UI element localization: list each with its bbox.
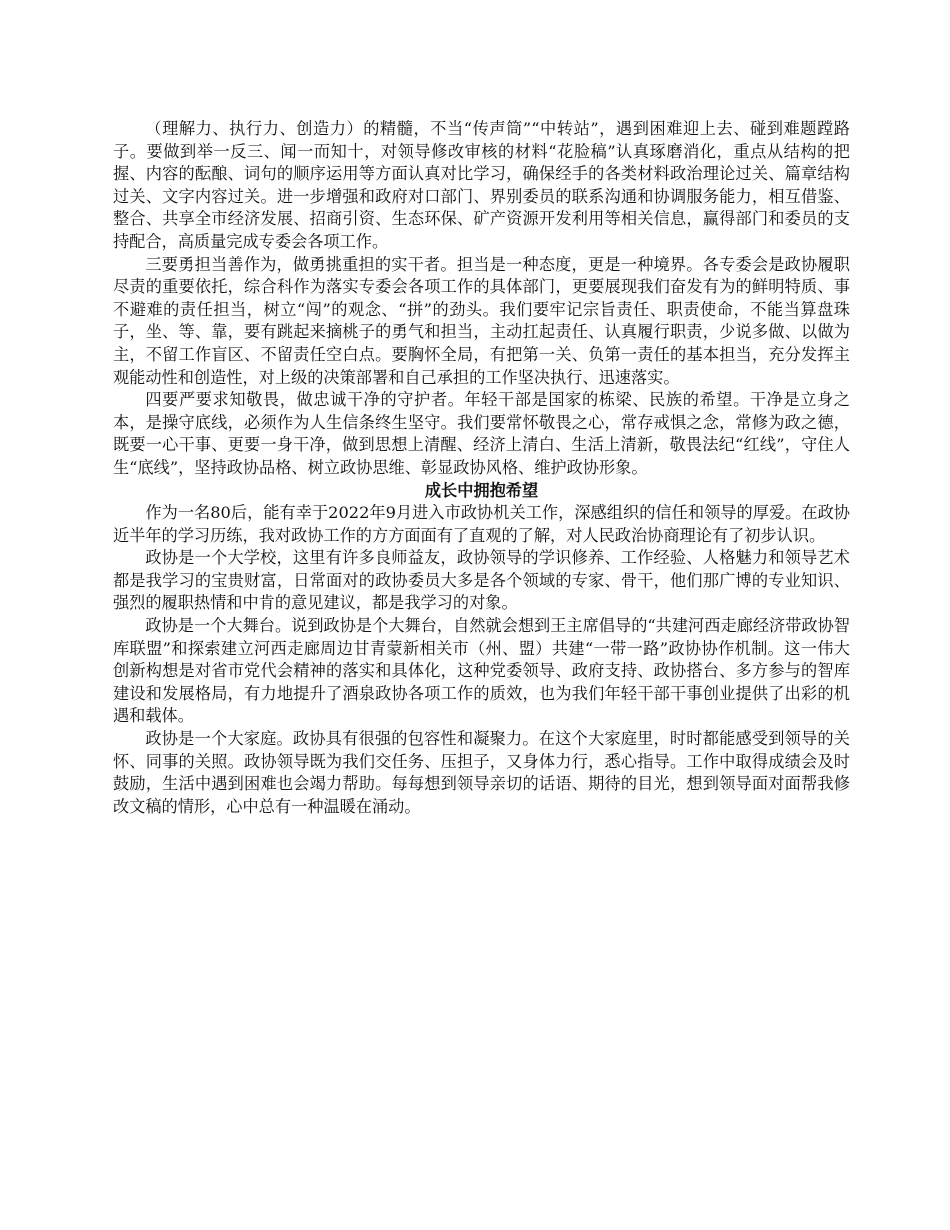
section-heading: 成长中拥抱希望 — [424, 480, 539, 500]
paragraph-third-requirement: 三要勇担当善作为，做勇挑重担的实干者。担当是一种态度，更是一种境界。各专委会是政协履职尽责的重要依托，综合科作为落实专委会各项工作的具体部门，更要展现我们奋发有为的鲜明特质、事不避难的责任担当，树立“闯”的观念、“拼”的劲头。我们要牢记宗旨责任、职责使命，不能当算盘珠子，坐、等、靠，要有跳起来摘桃子的勇气和担当，主动扛起责任、认真履行职责，少说多做、以做为主，不留工作盲区、不留责任空白点。要胸怀全局，有把第一关、负第一责任的基本担当，充分发挥主观能动性和创造性，对上级的决策部署和自己承担的工作坚决执行、迅速落实。 — [113, 254, 850, 387]
paragraph-big-school: 政协是一个大学校，这里有许多良师益友，政协领导的学识修养、工作经验、人格魅力和领导艺术都是我学习的宝贵财富，日常面对的政协委员大多是各个领域的专家、骨干，他们那广博的专业知识、强烈的履职热情和中肯的意见建议，都是我学习的对象。 — [113, 548, 850, 613]
paragraph-fourth-requirement: 四要严要求知敬畏，做忠诚干净的守护者。年轻干部是国家的栋梁、民族的希望。干净是立身之本，是操守底线，必须作为人生信条终生坚守。我们要常怀敬畏之心，常存戒惧之念，常修为政之德，既要一心干事、更要一身干净，做到思想上清醒、经济上清白、生活上清新，敬畏法纪“红线”，守住人生“底线”，坚持政协品格、树立政协思维、彰显政协风格、维护政协形象。 — [113, 390, 850, 477]
paragraph-intro: 作为一名80后，能有幸于2022年9月进入市政协机关工作，深感组织的信任和领导的厚爱。在政协近半年的学习历练，我对政协工作的方方面面有了直观的了解，对人民政治协商理论有了初步认识。 — [113, 503, 850, 545]
paragraph-big-family: 政协是一个大家庭。政协具有很强的包容性和凝聚力。在这个大家庭里，时时都能感受到领导的关怀、同事的关照。政协领导既为我们交任务、压担子，又身体力行，悉心指导。工作中取得成绩会及时鼓励，生活中遇到困难也会竭力帮助。每每想到领导亲切的话语、期待的目光，想到领导面对面帮我修改文稿的情形，心中总有一种温暖在涌动。 — [113, 729, 850, 816]
paragraph-continuation: （理解力、执行力、创造力）的精髓，不当“传声筒”“中转站”，遇到困难迎上去、碰到难题蹚路子。要做到举一反三、闻一而知十，对领导修改审核的材料“花脸稿”认真琢磨消化，重点从结构的把握、内容的酝酿、词句的顺序运用等方面认真对比学习，确保经手的各类材料政治理论过关、篇章结构过关、文字内容过关。进一步增强和政府对口部门、界别委员的联系沟通和协调服务能力，相互借鉴、整合、共享全市经济发展、招商引资、生态环保、矿产资源开发利用等相关信息，赢得部门和委员的支持配合，高质量完成专委会各项工作。 — [113, 119, 850, 251]
document-page — [113, 118, 850, 818]
paragraph-big-stage: 政协是一个大舞台。说到政协是个大舞台，自然就会想到王主席倡导的“共建河西走廊经济带政协智库联盟”和探索建立河西走廊周边甘青蒙新相关市（州、盟）共建“一带一路”政协协作机制。这一伟大创新构想是对省市党代会精神的落实和具体化，这种党委领导、政府支持、政协搭台、多方参与的智库建设和发展格局，有力地提升了酒泉政协各项工作的质效，也为我们年轻干部干事创业提供了出彩的机遇和载体。 — [113, 616, 850, 726]
